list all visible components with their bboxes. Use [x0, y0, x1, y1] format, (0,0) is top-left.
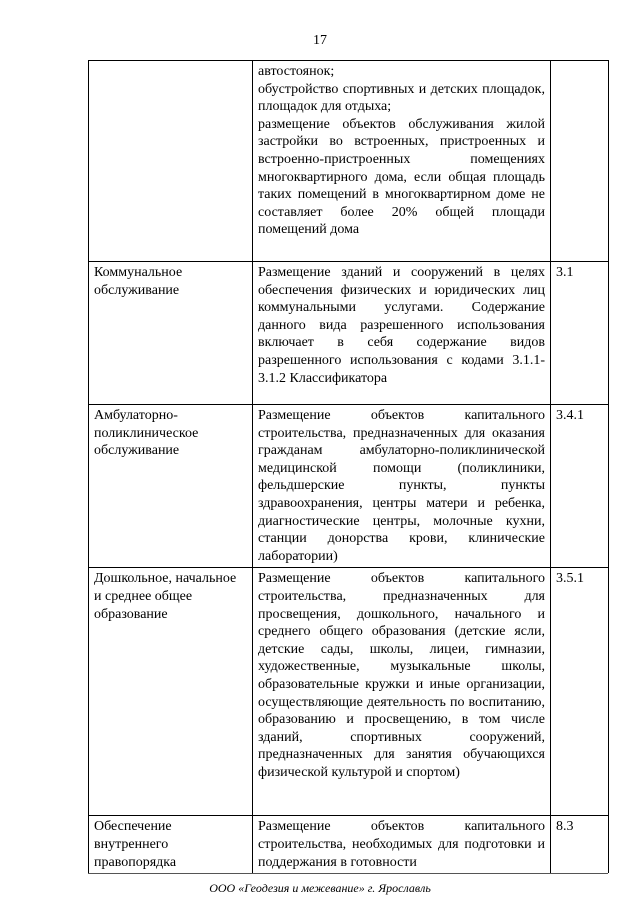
table-row — [89, 405, 609, 568]
use-description-cell — [253, 262, 551, 405]
page-number: 17 — [313, 33, 327, 48]
use-name-cell: Коммунальное обслуживание — [89, 262, 253, 405]
use-code-cell: 3.4.1 — [551, 405, 609, 568]
use-code-cell — [551, 61, 609, 262]
use-code-cell: 3.5.1 — [551, 568, 609, 816]
use-name-cell: Дошкольное, начальное и среднее общее образование — [89, 568, 253, 816]
table-row — [89, 816, 609, 873]
use-description-cell — [253, 61, 551, 262]
description-line: автостоянок; — [258, 64, 335, 79]
use-description-cell — [253, 816, 551, 873]
description-line: обустройство спортивных и детских площадок, площадок для отдыха; — [258, 81, 545, 115]
use-name-cell: Амбулаторно-поликлиническое обслуживание — [89, 405, 253, 568]
table-row — [89, 262, 609, 405]
land-use-table — [88, 60, 609, 873]
description-line: размещение объектов обслуживания жилой застройки во встроенных, пристроенных и встроенно-пристроенных помещениях многоквартирного дома, если общая площадь таких помещений в многоквартирном доме не составляет более 20% общей площади помещений дома — [258, 116, 545, 238]
use-code-cell: 3.1 — [551, 262, 609, 405]
description-line: Размещение зданий и сооружений в целях обеспечения физических и юридических лиц коммунальными услугами. Содержание данного вида разрешенного использования включает в себя содержание видов разрешенного использования с кодами 3.1.1-3.1.2 Классификатора — [258, 265, 545, 386]
footer-divider — [88, 873, 608, 874]
use-code-cell: 8.3 — [551, 816, 609, 873]
description-line: Размещение объектов капитального строительства, необходимых для подготовки и поддержания в готовности — [258, 819, 545, 870]
table-row — [89, 61, 609, 262]
use-description-cell — [253, 568, 551, 816]
description-line: Размещение объектов капитального строительства, предназначенных для просвещения, дошкольного, начального и среднего общего образования (детские ясли, детские сады, школы, лицеи, гимназии, художественные, музыкальные школы, образовательные кружки и иные организации, осуществляющие деятельность по воспитанию, образованию и просвещению, в том числе зданий, спортивных сооружений, предназначенных для занятия обучающихся физической культурой и спортом) — [258, 571, 545, 780]
table-row — [89, 568, 609, 816]
page-footer: ООО «Геодезия и межевание» г. Ярославль — [209, 881, 431, 895]
use-name-cell: Обеспечение внутреннего правопорядка — [89, 816, 253, 873]
use-description-cell — [253, 405, 551, 568]
description-line: Размещение объектов капитального строительства, предназначенных для оказания гражданам амбулаторно-поликлинической медицинской помощи (поликлиники, фельдшерские пункты, пункты здравоохранения, центры матери и ребенка, диагностические центры, молочные кухни, станции донорства крови, клинические лаборатории) — [258, 408, 545, 564]
use-name-cell — [89, 61, 253, 262]
